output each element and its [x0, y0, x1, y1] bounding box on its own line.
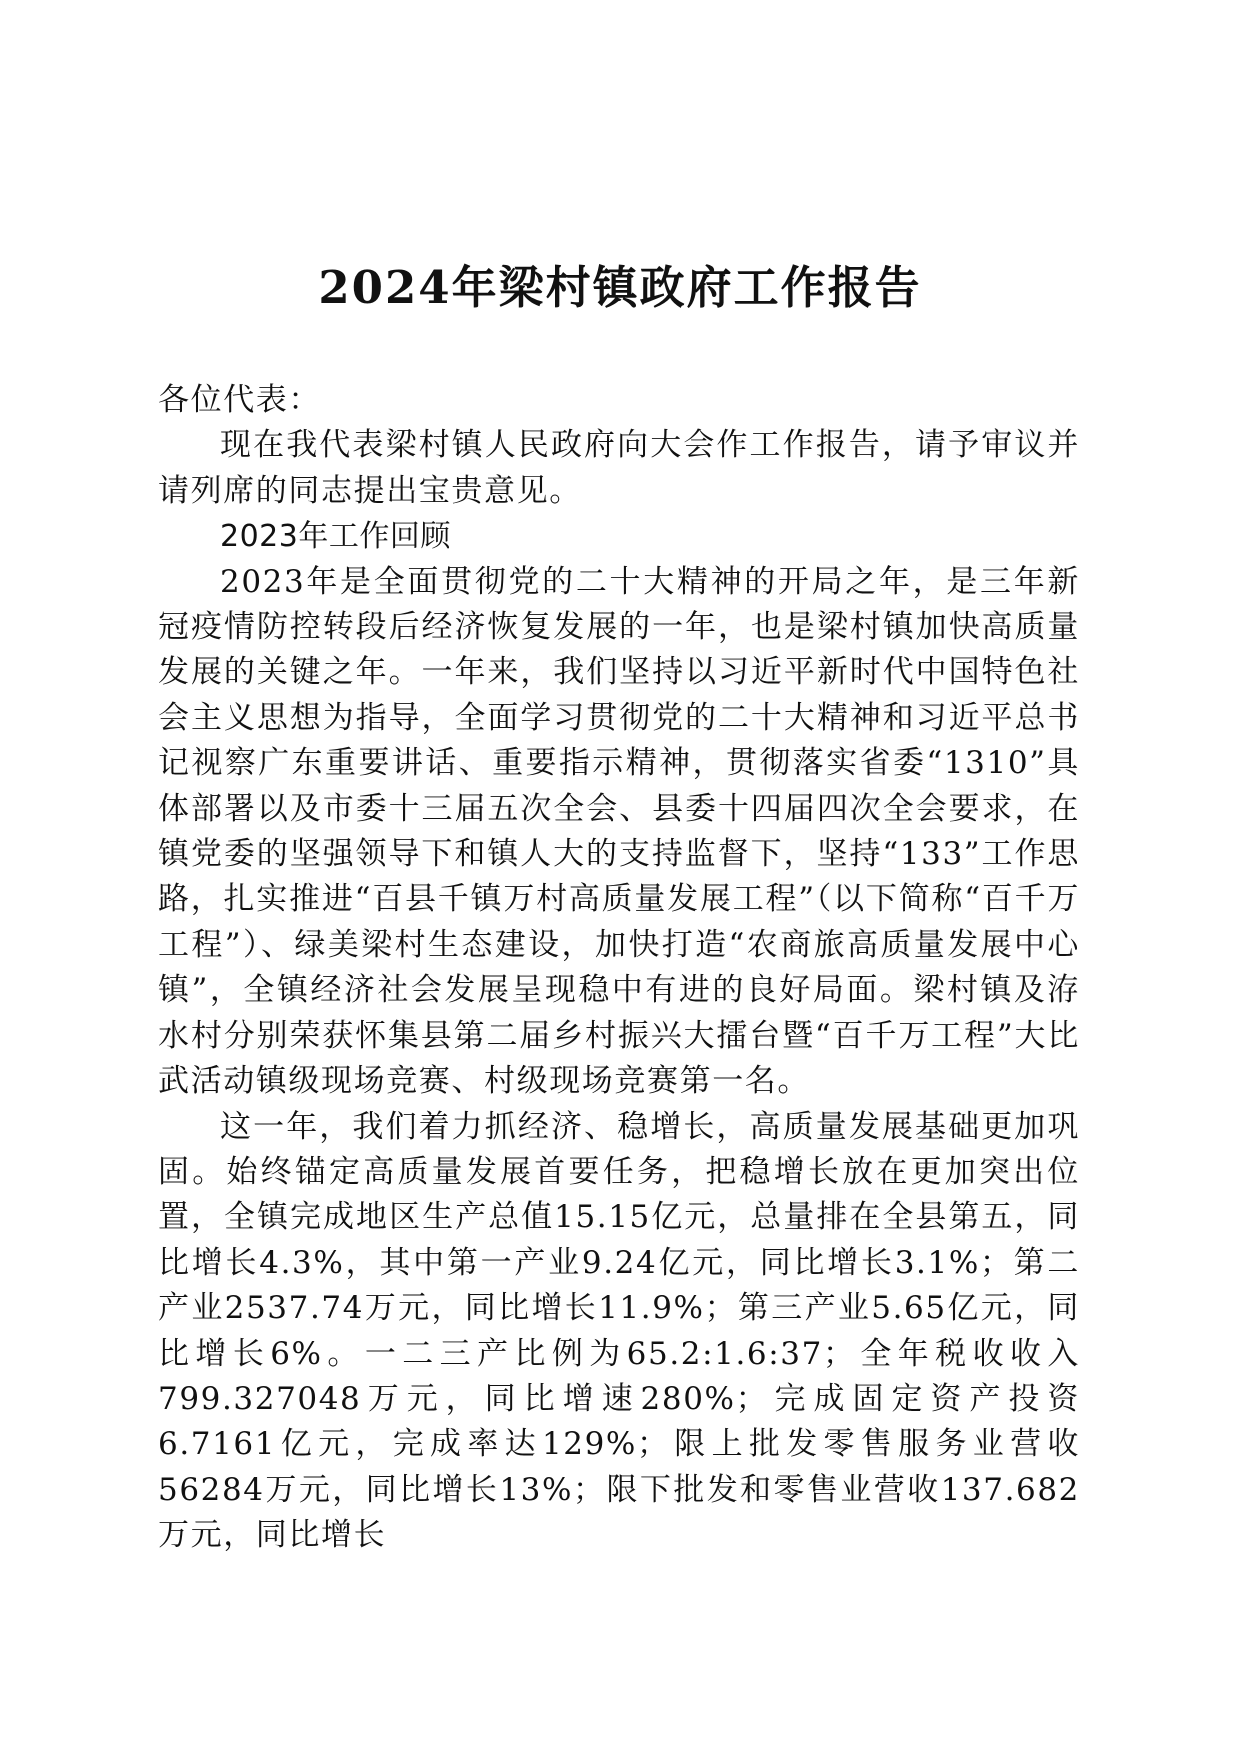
intro-paragraph: 现在我代表梁村镇人民政府向大会作工作报告，请予审议并请列席的同志提出宝贵意见。	[158, 427, 1080, 509]
document-title: 2024年梁村镇政府工作报告	[318, 261, 922, 314]
review-paragraph: 2023年是全面贯彻党的二十大精神的开局之年，是三年新冠疫情防控转段后经济恢复发展的一年，也是梁村镇加快高质量发展的关键之年。一年来，我们坚持以习近平新时代中国特色社会主义思想为指导，全面学习贯彻党的二十大精神和习近平总书记视察广东重要讲话、重要指示精神，贯彻落实省委“1310”具体部署以及市委十三届五次全会、县委十四届四次全会要求，在镇党委的坚强领导下和镇人大的支持监督下，坚持“133”工作思路，扎实推进“百县千镇万村高质量发展工程”（以下简称“百千万工程”）、绿美梁村生态建设，加快打造“农商旅高质量发展中心镇”，全镇经济社会发展呈现稳中有进的良好局面。梁村镇及洊水村分别荣获怀集县第二届乡村振兴大擂台暨“百千万工程”大比武活动镇级现场竞赛、村级现场竞赛第一名。	[158, 563, 1080, 1100]
section-heading: 2023年工作回顾	[220, 519, 451, 555]
document-body	[158, 378, 1080, 1559]
economy-paragraph: 这一年，我们着力抓经济、稳增长，高质量发展基础更加巩固。始终锚定高质量发展首要任务，把稳增长放在更加突出位置，全镇完成地区生产总值15.15亿元，总量排在全县第五，同比增长4.3%，其中第一产业9.24亿元，同比增长3.1%；第二产业2537.74万元，同比增长11.9%；第三产业5.65亿元，同比增长6%。一二三产比例为65.2:1.6:37；全年税收收入799.327048万元，同比增速280%；完成固定资产投资6.7161亿元，完成率达129%；限上批发零售服务业营收56284万元，同比增长13%；限下批发和零售业营收137.682万元，同比增长	[158, 1108, 1080, 1554]
salutation: 各位代表：	[158, 382, 321, 418]
